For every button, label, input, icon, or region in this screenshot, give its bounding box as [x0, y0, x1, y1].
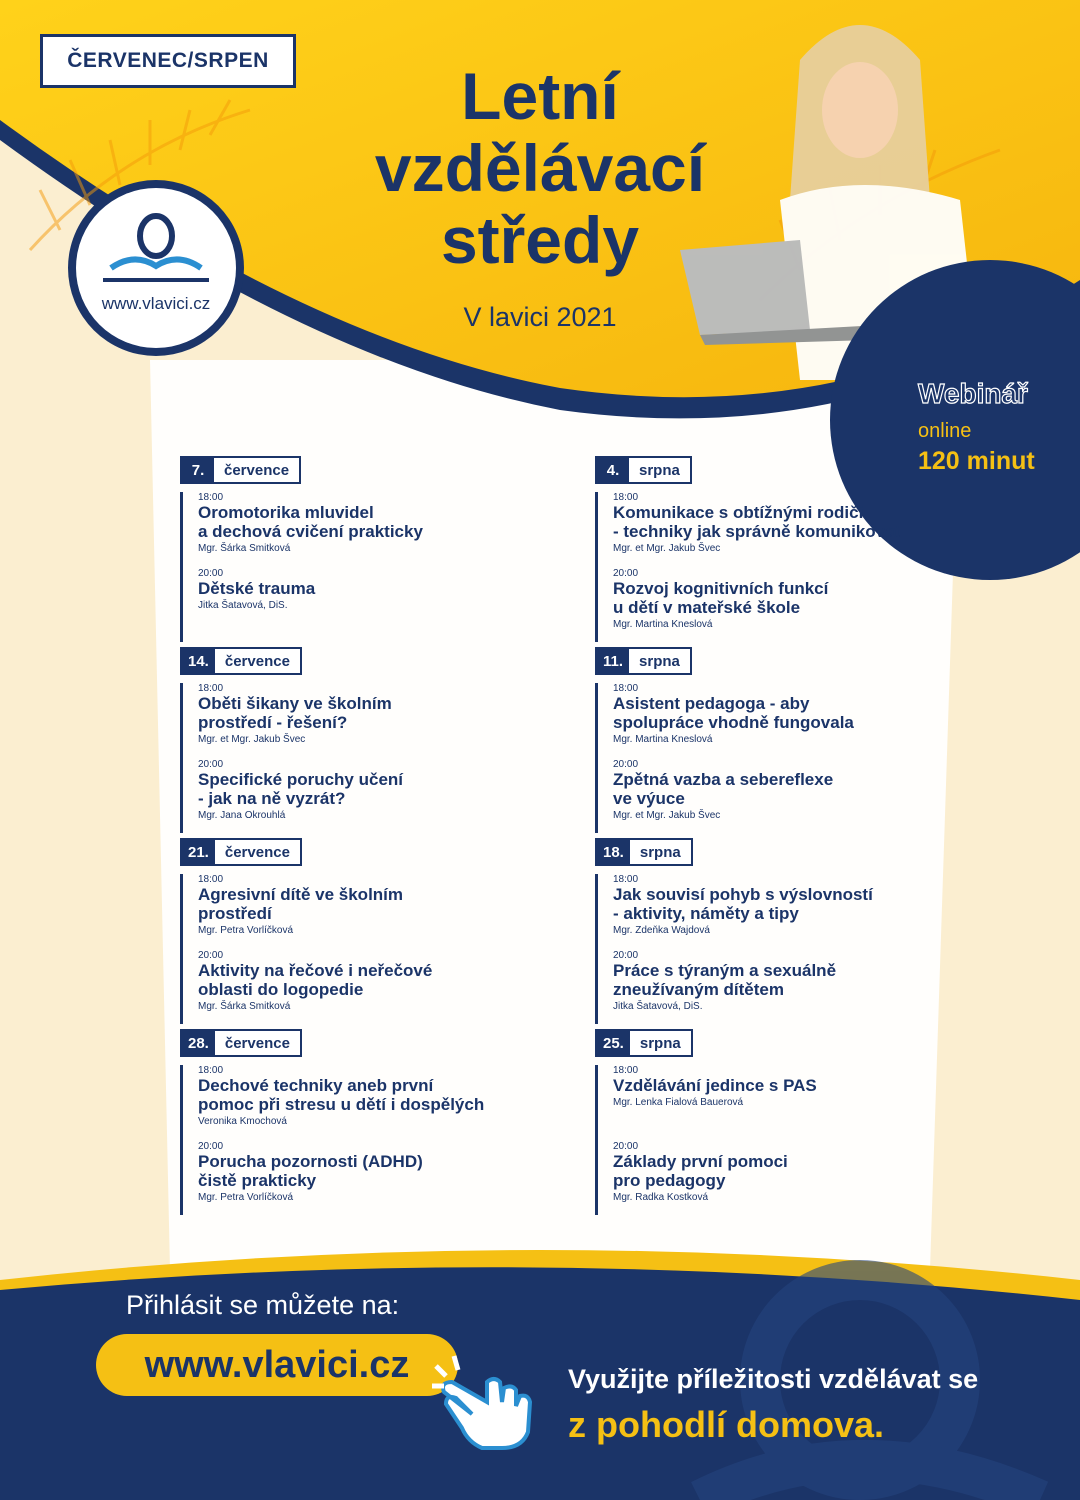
date-label: [595, 647, 692, 675]
session-time: 20:00: [198, 950, 224, 961]
date-label: [180, 647, 302, 675]
session-item: [198, 874, 558, 936]
session-item: [198, 759, 558, 821]
session-title: Agresivní dítě ve školním prostředí: [198, 885, 404, 923]
session-block: [180, 492, 560, 642]
session-item: [613, 568, 973, 630]
webinar-duration: 120 minut: [918, 447, 1035, 475]
hand-cursor-icon: [432, 1352, 542, 1452]
date-month: srpna: [639, 1034, 681, 1052]
date-month: července: [224, 843, 290, 861]
session-lector: Mgr. Petra Vorlíčková: [198, 1192, 294, 1203]
date-month: července: [224, 461, 290, 479]
session-lector: Jitka Šatavová, DiS.: [198, 600, 288, 611]
session-lector: Mgr. Martina Kneslová: [613, 734, 713, 745]
logo-url: www.vlavici.cz: [101, 294, 211, 313]
session-item: [613, 950, 973, 1012]
session-item: [198, 1141, 558, 1203]
website-link[interactable]: www.vlavici.cz: [96, 1334, 458, 1396]
logo[interactable]: [68, 180, 244, 356]
webinar-label: Webinář: [918, 378, 1028, 409]
session-time: 18:00: [613, 492, 639, 503]
session-title: Specifické poruchy učení - jak na ně vyzrát?: [198, 770, 404, 808]
session-block: [180, 683, 560, 833]
period-label: ČERVENEC/SRPEN: [40, 34, 296, 88]
session-time: 18:00: [613, 874, 639, 885]
session-time: 20:00: [198, 1141, 224, 1152]
session-time: 18:00: [198, 683, 224, 694]
session-item: [613, 759, 973, 821]
date-day: 18.: [597, 840, 630, 864]
session-time: 20:00: [198, 759, 224, 770]
session-block: [180, 1065, 560, 1215]
session-lector: Mgr. Zdeňka Wajdová: [613, 925, 710, 936]
session-time: 20:00: [613, 950, 639, 961]
session-title: Aktivity na řečové i neřečové oblasti do logopedie: [198, 961, 433, 999]
date-day: 4.: [597, 458, 629, 482]
session-lector: Mgr. Šárka Smitková: [198, 543, 291, 554]
session-title: Asistent pedagoga - aby spolupráce vhodně fungovala: [613, 694, 854, 732]
session-item: [613, 683, 973, 745]
session-title: Oromotorika mluvidel a dechová cvičení prakticky: [198, 503, 423, 541]
date-month: srpna: [639, 652, 680, 670]
session-title: Zpětná vazba a sebereflexe ve výuce: [613, 770, 834, 808]
session-block: [180, 874, 560, 1024]
session-item: [198, 683, 558, 745]
date-label: [180, 456, 301, 484]
slogan-line-1: Využijte příležitosti vzdělávat se: [568, 1364, 979, 1394]
session-time: 20:00: [198, 568, 224, 579]
session-time: 18:00: [198, 874, 224, 885]
date-day: 25.: [597, 1031, 630, 1055]
session-time: 20:00: [613, 759, 639, 770]
date-month: srpna: [639, 461, 680, 479]
session-title: Jak souvisí pohyb s výslovností - aktivity, náměty a tipy: [613, 885, 873, 923]
session-item: [198, 568, 558, 611]
date-day: 14.: [182, 649, 215, 673]
session-lector: Mgr. Lenka Fialová Bauerová: [613, 1097, 744, 1108]
session-title: Rozvoj kognitivních funkcí u dětí v mateřské škole: [613, 579, 829, 617]
session-item: [613, 874, 973, 936]
session-lector: Mgr. Radka Kostková: [613, 1192, 709, 1203]
date-label: [180, 838, 302, 866]
page-title: Letní vzdělávací středy: [374, 59, 706, 277]
session-time: 20:00: [613, 568, 639, 579]
session-time: 18:00: [198, 492, 224, 503]
page-subtitle: V lavici 2021: [463, 302, 617, 332]
session-title: Porucha pozornosti (ADHD) čistě prakticky: [198, 1152, 423, 1190]
session-block: [595, 874, 975, 1024]
session-title: Základy první pomoci pro pedagogy: [613, 1152, 788, 1190]
session-lector: Mgr. et Mgr. Jakub Švec: [613, 543, 721, 554]
session-item: [198, 950, 558, 1012]
session-item: [613, 492, 973, 554]
date-label: [180, 1029, 302, 1057]
date-label: [595, 838, 693, 866]
date-label: [595, 1029, 693, 1057]
session-title: Práce s týraným a sexuálně zneužívaným dítětem: [613, 961, 837, 999]
session-lector: Mgr. et Mgr. Jakub Švec: [198, 734, 306, 745]
session-lector: Veronika Kmochová: [198, 1116, 287, 1127]
book-person-icon: [101, 208, 211, 288]
session-title: Dětské trauma: [198, 579, 316, 598]
session-lector: Mgr. et Mgr. Jakub Švec: [613, 810, 721, 821]
session-title: Komunikace s obtížnými rodiči - techniky jak správně komunikovat: [613, 503, 901, 541]
signup-text: Přihlásit se můžete na:: [126, 1290, 400, 1320]
webinar-mode: online: [918, 420, 972, 442]
date-day: 28.: [182, 1031, 215, 1055]
session-time: 18:00: [613, 683, 639, 694]
session-lector: Jitka Šatavová, DiS.: [613, 1001, 703, 1012]
session-title: Oběti šikany ve školním prostředí - řešení?: [198, 694, 392, 732]
session-item: [198, 1065, 558, 1127]
date-month: července: [224, 652, 290, 670]
slogan-line-2: z pohodlí domova.: [568, 1404, 884, 1445]
session-title: Dechové techniky aneb první pomoc při stresu u dětí i dospělých: [198, 1076, 485, 1114]
session-lector: Mgr. Šárka Smitková: [198, 1001, 291, 1012]
session-time: 18:00: [613, 1065, 639, 1076]
webinar-info: [918, 378, 1068, 476]
date-day: 7.: [182, 458, 214, 482]
session-lector: Mgr. Jana Okrouhlá: [198, 810, 286, 821]
session-item: [198, 492, 558, 554]
date-month: srpna: [639, 843, 681, 861]
session-lector: Mgr. Martina Kneslová: [613, 619, 713, 630]
session-time: 20:00: [613, 1141, 639, 1152]
session-block: [595, 683, 975, 833]
date-month: července: [224, 1034, 290, 1052]
session-lector: Mgr. Petra Vorlíčková: [198, 925, 294, 936]
session-title: Vzdělávání jedince s PAS: [613, 1076, 817, 1095]
session-block: [595, 1065, 975, 1215]
date-day: 11.: [597, 649, 629, 673]
session-item: [613, 1065, 973, 1108]
date-day: 21.: [182, 840, 215, 864]
date-label: [595, 456, 692, 484]
session-item: [613, 1141, 973, 1203]
session-time: 18:00: [198, 1065, 224, 1076]
session-block: [595, 492, 975, 642]
